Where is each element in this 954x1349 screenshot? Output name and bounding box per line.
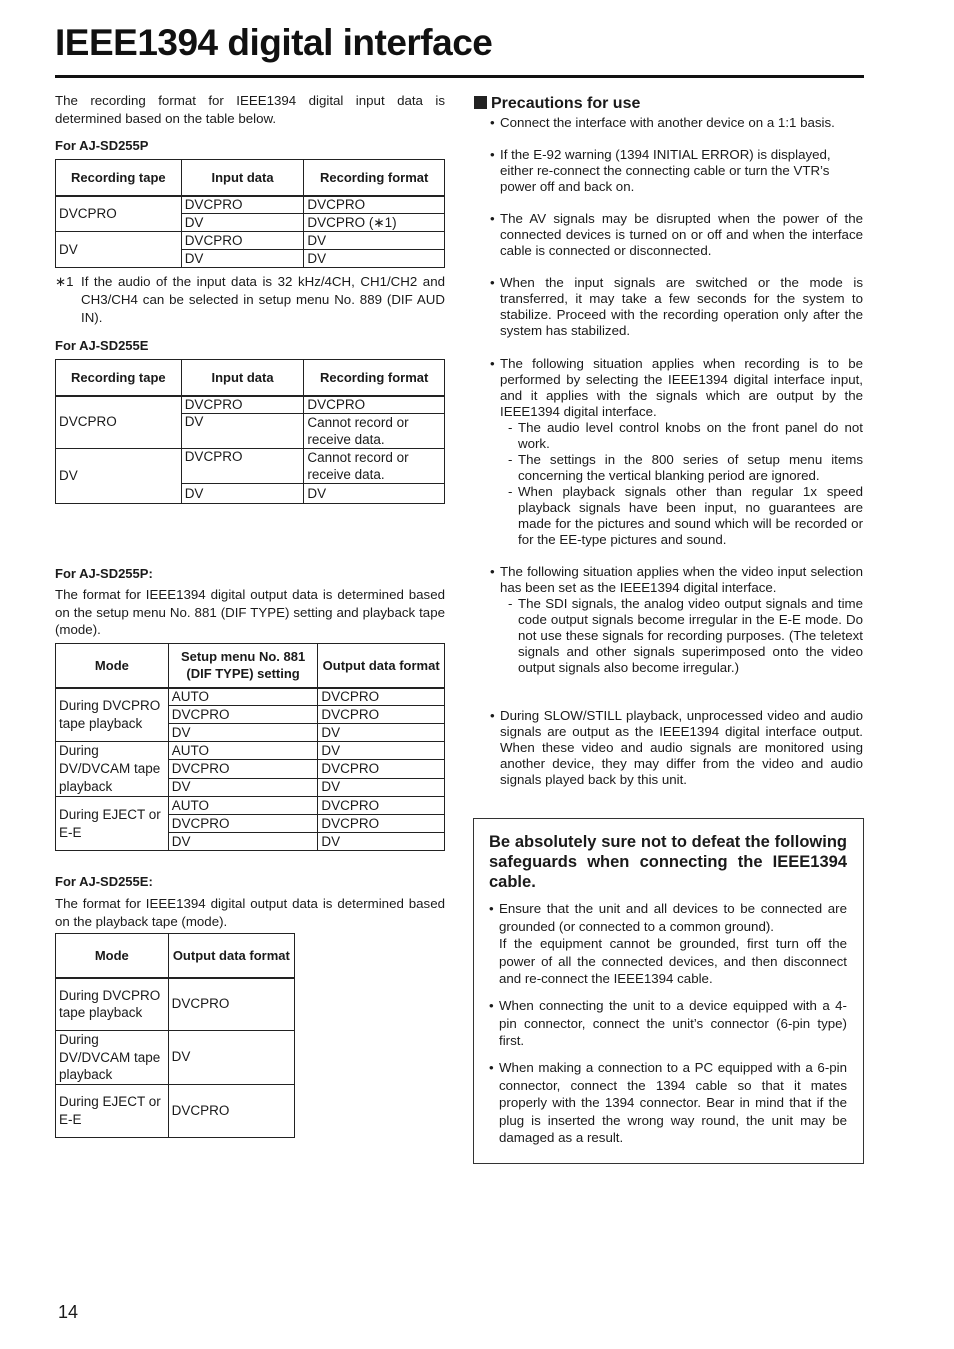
input-p-heading: For AJ-SD255P bbox=[55, 138, 149, 153]
precaution-item bbox=[490, 356, 863, 548]
safeguard-text: When making a connection to a PC equipped with a 6-pin connector, connect the 1394 cable so that it mates properly with the 1394 connector. Bear in mind that if the plug is inserted the wrong way round, the unit may be damaged as a result. bbox=[499, 1060, 847, 1145]
table-cell: DVCPRO bbox=[318, 760, 445, 778]
precautions-heading bbox=[474, 95, 640, 113]
table-cell: DV bbox=[56, 449, 182, 504]
col-header: Recording format bbox=[304, 360, 445, 396]
table-cell: DVCPRO bbox=[168, 1084, 294, 1137]
bullet-icon: • bbox=[489, 901, 494, 916]
table-cell: DV bbox=[181, 414, 304, 449]
table-cell: DVCPRO bbox=[56, 396, 182, 449]
table-cell: DVCPRO bbox=[304, 396, 445, 414]
table-cell: DVCPRO bbox=[181, 196, 304, 214]
output-p-table bbox=[55, 643, 445, 851]
safeguard-item bbox=[489, 997, 847, 1050]
precautions-heading-text: Precautions for use bbox=[491, 95, 641, 112]
table-cell: DV bbox=[181, 250, 304, 268]
table-cell: DV bbox=[304, 484, 445, 504]
safeguard-item bbox=[489, 1059, 847, 1147]
precaution-item bbox=[490, 708, 863, 788]
sub-item bbox=[508, 596, 863, 676]
bullet-icon: • bbox=[490, 147, 495, 162]
table-cell: Cannot record or receive data. bbox=[304, 414, 445, 449]
table-cell: DV bbox=[168, 1031, 294, 1085]
precaution-item bbox=[490, 211, 863, 259]
col-header: Output data format bbox=[168, 934, 294, 978]
footnote-mark: ∗1 bbox=[55, 274, 74, 289]
bullet-icon: • bbox=[490, 708, 495, 723]
bullet-icon: • bbox=[490, 211, 495, 226]
col-header: Recording format bbox=[304, 160, 445, 196]
bullet-icon: • bbox=[490, 564, 495, 579]
col-header: Input data bbox=[181, 360, 304, 396]
dash-marker: - bbox=[508, 452, 513, 467]
table-cell: DV bbox=[318, 778, 445, 796]
precaution-item bbox=[490, 564, 863, 676]
table-cell: DV bbox=[181, 214, 304, 232]
table-cell: DVCPRO bbox=[318, 815, 445, 833]
precaution-text: When the input signals are switched or the mode is transferred, it may take a few seconds for the system to stabilize. Proceed with the recording operation only after the system has stabilized. bbox=[500, 275, 863, 338]
precaution-text: If the E-92 warning (1394 INITIAL ERROR) is displayed, either re-connect the connecting cable or turn the VTR’s power off and back on. bbox=[500, 147, 831, 194]
input-e-table bbox=[55, 359, 445, 504]
footnote-text: If the audio of the input data is 32 kHz/4CH, CH1/CH2 and CH3/CH4 can be selected in setup menu No. 889 (DIF AUD IN). bbox=[81, 274, 445, 325]
table-cell: AUTO bbox=[168, 742, 318, 760]
bullet-icon: • bbox=[489, 998, 494, 1013]
output-p-text: The format for IEEE1394 digital output data is determined based on the setup menu No. 881 (DIF TYPE) setting and playback tape (mode). bbox=[55, 587, 445, 637]
table-cell: DVCPRO bbox=[181, 396, 304, 414]
precaution-text: The following situation applies when the video input selection has been set as the IEEE1394 digital interface. bbox=[500, 564, 863, 595]
table-cell: DVCPRO bbox=[318, 688, 445, 706]
table-cell: DVCPRO bbox=[318, 797, 445, 815]
table-cell: AUTO bbox=[168, 688, 318, 706]
table-cell: During DVCPRO tape playback bbox=[56, 688, 169, 742]
output-e-heading: For AJ-SD255E: bbox=[55, 874, 153, 889]
safeguards-box bbox=[473, 818, 864, 1164]
bullet-icon: • bbox=[490, 115, 495, 130]
title-rule bbox=[55, 75, 864, 78]
sub-item bbox=[508, 452, 863, 484]
precaution-item bbox=[490, 147, 863, 195]
col-header: Mode bbox=[56, 644, 169, 688]
safeguard-item bbox=[489, 900, 847, 988]
table-cell: During EJECT or E-E bbox=[56, 797, 169, 851]
intro-text: The recording format for IEEE1394 digital input data is determined based on the table below. bbox=[55, 93, 445, 126]
col-header: Input data bbox=[181, 160, 304, 196]
bullet-icon: • bbox=[490, 275, 495, 290]
precaution-text: The following situation applies when recording is to be performed by selecting the IEEE1394 digital interface input, and it applies with the signals which are output by the IEEE1394 digital interface. bbox=[500, 356, 863, 419]
safeguards-heading: Be absolutely sure not to defeat the following safeguards when connecting the IEEE1394 cable. bbox=[489, 833, 847, 891]
output-e-table bbox=[55, 933, 295, 1138]
table-cell: DV bbox=[318, 833, 445, 851]
table-cell: DV bbox=[181, 484, 304, 504]
safeguard-text: Ensure that the unit and all devices to be connected are grounded (or connected to a common ground). bbox=[499, 901, 847, 934]
table-cell: DV bbox=[168, 724, 318, 742]
table-cell: AUTO bbox=[168, 797, 318, 815]
table-cell: DV bbox=[304, 250, 445, 268]
precaution-text: Connect the interface with another device on a 1:1 basis. bbox=[500, 115, 835, 130]
output-e-text: The format for IEEE1394 digital output data is determined based on the playback tape (mode). bbox=[55, 896, 445, 929]
precaution-text: During SLOW/STILL playback, unprocessed video and audio signals are output as the IEEE1394 digital interface output. When these video and audio signals are monitored using another device, they may differ from the video and audio signals played back by this unit. bbox=[500, 708, 863, 787]
input-p-table bbox=[55, 159, 445, 268]
table-cell: DVCPRO (∗1) bbox=[304, 214, 445, 232]
input-e-heading: For AJ-SD255E bbox=[55, 338, 149, 353]
col-header: Setup menu No. 881 (DIF TYPE) setting bbox=[168, 644, 318, 688]
precaution-item bbox=[490, 275, 863, 339]
safeguard-text: When connecting the unit to a device equipped with a 4-pin connector, connect the unit’s connector (6-pin type) first. bbox=[499, 998, 847, 1048]
table-cell: DV bbox=[168, 833, 318, 851]
table-cell: During DV/DVCAM tape playback bbox=[56, 742, 169, 797]
output-p-heading: For AJ-SD255P: bbox=[55, 566, 153, 581]
table-cell: DVCPRO bbox=[181, 232, 304, 250]
sub-item bbox=[508, 420, 863, 452]
sub-item-text: The audio level control knobs on the front panel do not work. bbox=[518, 420, 863, 451]
table-cell: DVCPRO bbox=[168, 978, 294, 1031]
col-header: Recording tape bbox=[56, 160, 182, 196]
page-title: IEEE1394 digital interface bbox=[55, 22, 493, 63]
table-cell: During DV/DVCAM tape playback bbox=[56, 1031, 169, 1085]
sub-item-text: The settings in the 800 series of setup menu items concerning the vertical blanking period are ignored. bbox=[518, 452, 863, 483]
col-header: Output data format bbox=[318, 644, 445, 688]
table-cell: DV bbox=[318, 742, 445, 760]
safeguard-text: If the equipment cannot be grounded, first turn off the power of all the connected devices, and then disconnect and re-connect the IEEE1394 cable. bbox=[499, 936, 847, 986]
table-cell: DVCPRO bbox=[168, 760, 318, 778]
sub-item bbox=[508, 484, 863, 548]
col-header: Recording tape bbox=[56, 360, 182, 396]
table-cell: DV bbox=[56, 232, 182, 268]
table-cell: DVCPRO bbox=[56, 196, 182, 232]
footnote bbox=[55, 273, 445, 327]
sub-item-text: When playback signals other than regular 1x speed playback signals have been input, no guarantees are made for the pictures and sound which will be recorded or for the EE-type pictures and sound. bbox=[518, 484, 863, 547]
precaution-text: The AV signals may be disrupted when the power of the connected devices is turned on or off and when the interface cable is connected or disconnected. bbox=[500, 211, 863, 258]
table-cell: DVCPRO bbox=[168, 706, 318, 724]
bullet-icon: • bbox=[490, 356, 495, 371]
square-bullet-icon bbox=[474, 96, 487, 109]
table-cell: DVCPRO bbox=[304, 196, 445, 214]
table-cell: Cannot record or receive data. bbox=[304, 449, 445, 484]
dash-marker: - bbox=[508, 596, 513, 611]
table-cell: DV bbox=[304, 232, 445, 250]
table-cell: During DVCPRO tape playback bbox=[56, 978, 169, 1031]
table-cell: During EJECT or E-E bbox=[56, 1084, 169, 1137]
bullet-icon: • bbox=[489, 1060, 494, 1075]
table-cell: DVCPRO bbox=[318, 706, 445, 724]
sub-item-text: The SDI signals, the analog video output signals and time code output signals become irregular in the E-E mode. Do not use these signals for recording purposes. (The teletext signals and other signals superimposed onto the video output signals also become irregular.) bbox=[518, 596, 863, 675]
table-cell: DV bbox=[318, 724, 445, 742]
dash-marker: - bbox=[508, 484, 513, 499]
table-cell: DVCPRO bbox=[181, 449, 304, 484]
table-cell: DVCPRO bbox=[168, 815, 318, 833]
table-cell: DV bbox=[168, 778, 318, 796]
page-number: 14 bbox=[58, 1302, 79, 1322]
dash-marker: - bbox=[508, 420, 513, 435]
precaution-item bbox=[490, 115, 863, 131]
col-header: Mode bbox=[56, 934, 169, 978]
